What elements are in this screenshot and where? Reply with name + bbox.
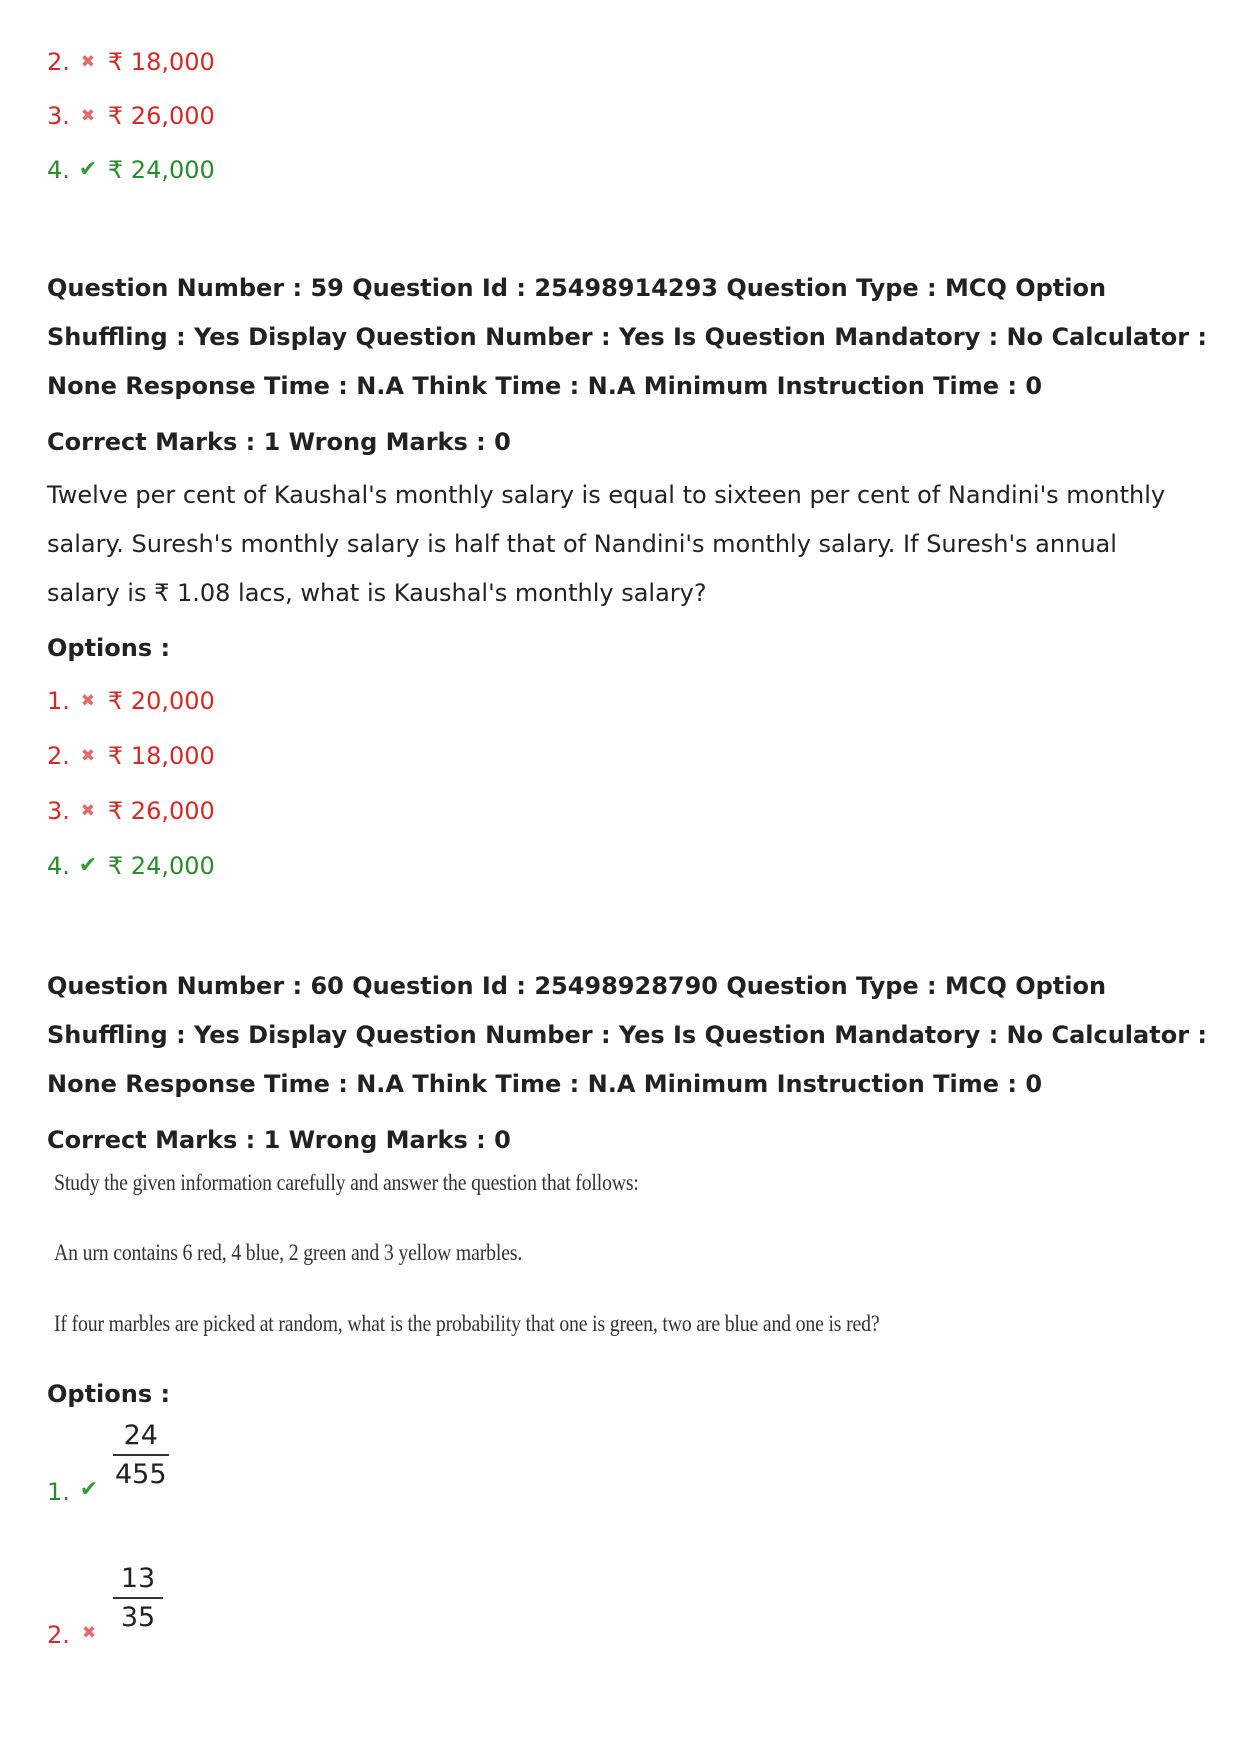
cross-icon: ✖	[80, 801, 96, 821]
option-number: 2.	[47, 48, 70, 76]
options-label: Options :	[47, 1380, 171, 1408]
check-icon: ✔	[79, 1477, 99, 1502]
marks-info: Correct Marks : 1 Wrong Marks : 0	[47, 1126, 511, 1154]
fraction-bar	[113, 1454, 169, 1456]
question-text-line: If four marbles are picked at random, what is the probability that one is green, two are blue and one is red?	[54, 1311, 880, 1336]
option-number: 1.	[47, 687, 70, 715]
option-text: ₹ 20,000	[107, 687, 215, 715]
question-text-line: Study the given information carefully and answer the question that follows:	[54, 1170, 639, 1195]
question-text: Twelve per cent of Kaushal's monthly salary is equal to sixteen per cent of Nandini's monthly salary. Suresh's monthly salary is half that of Nandini's monthly salary. If Suresh's annual salary is ₹ 1.08 lacs, what is Kaushal's monthly salary?	[47, 481, 1166, 607]
fraction	[113, 1563, 163, 1633]
option-number: 2.	[47, 742, 70, 770]
option-number: 1.	[47, 1478, 70, 1506]
cross-icon: ✖	[80, 106, 96, 126]
cross-icon: ✖	[81, 1623, 97, 1643]
cross-icon: ✖	[80, 691, 96, 711]
option-item	[47, 155, 215, 185]
question-header: Question Number : 59 Question Id : 25498914293 Question Type : MCQ Option Shuffling : Yes Display Question Number : Yes Is Question Mandatory : No Calculator : None Response Time : N.A Think Time : N.A Minimum Instruction Time : 0	[47, 274, 1207, 400]
option-text: ₹ 18,000	[107, 742, 215, 770]
option-text: ₹ 26,000	[107, 797, 215, 825]
question-header: Question Number : 60 Question Id : 25498928790 Question Type : MCQ Option Shuffling : Yes Display Question Number : Yes Is Question Mandatory : No Calculator : None Response Time : N.A Think Time : N.A Minimum Instruction Time : 0	[47, 972, 1207, 1098]
option-text: ₹ 18,000	[107, 48, 215, 76]
option-text: ₹ 24,000	[107, 852, 215, 880]
option-number: 3.	[47, 102, 70, 130]
option-text: ₹ 24,000	[107, 156, 215, 184]
fraction-bar	[113, 1597, 163, 1599]
cross-icon: ✖	[80, 52, 96, 72]
cross-icon: ✖	[80, 746, 96, 766]
fraction-numerator: 13	[120, 1563, 156, 1594]
option-item	[47, 741, 215, 771]
fraction-denominator: 35	[120, 1602, 156, 1633]
check-icon: ✔	[78, 157, 98, 182]
check-icon: ✔	[78, 853, 98, 878]
fraction	[113, 1420, 169, 1490]
option-item	[47, 47, 215, 77]
fraction-denominator: 455	[115, 1459, 167, 1490]
option-text: ₹ 26,000	[107, 102, 215, 130]
option-item	[47, 796, 215, 826]
option-item	[47, 686, 215, 716]
option-item	[47, 101, 215, 131]
option-number: 4.	[47, 852, 70, 880]
fraction-numerator: 24	[123, 1420, 158, 1451]
question-text-line: An urn contains 6 red, 4 blue, 2 green and 3 yellow marbles.	[54, 1240, 523, 1265]
option-number: 3.	[47, 797, 70, 825]
option-item	[47, 851, 215, 881]
option-number: 2.	[47, 1621, 70, 1649]
option-number: 4.	[47, 156, 70, 184]
options-label: Options :	[47, 634, 171, 662]
marks-info: Correct Marks : 1 Wrong Marks : 0	[47, 428, 511, 456]
